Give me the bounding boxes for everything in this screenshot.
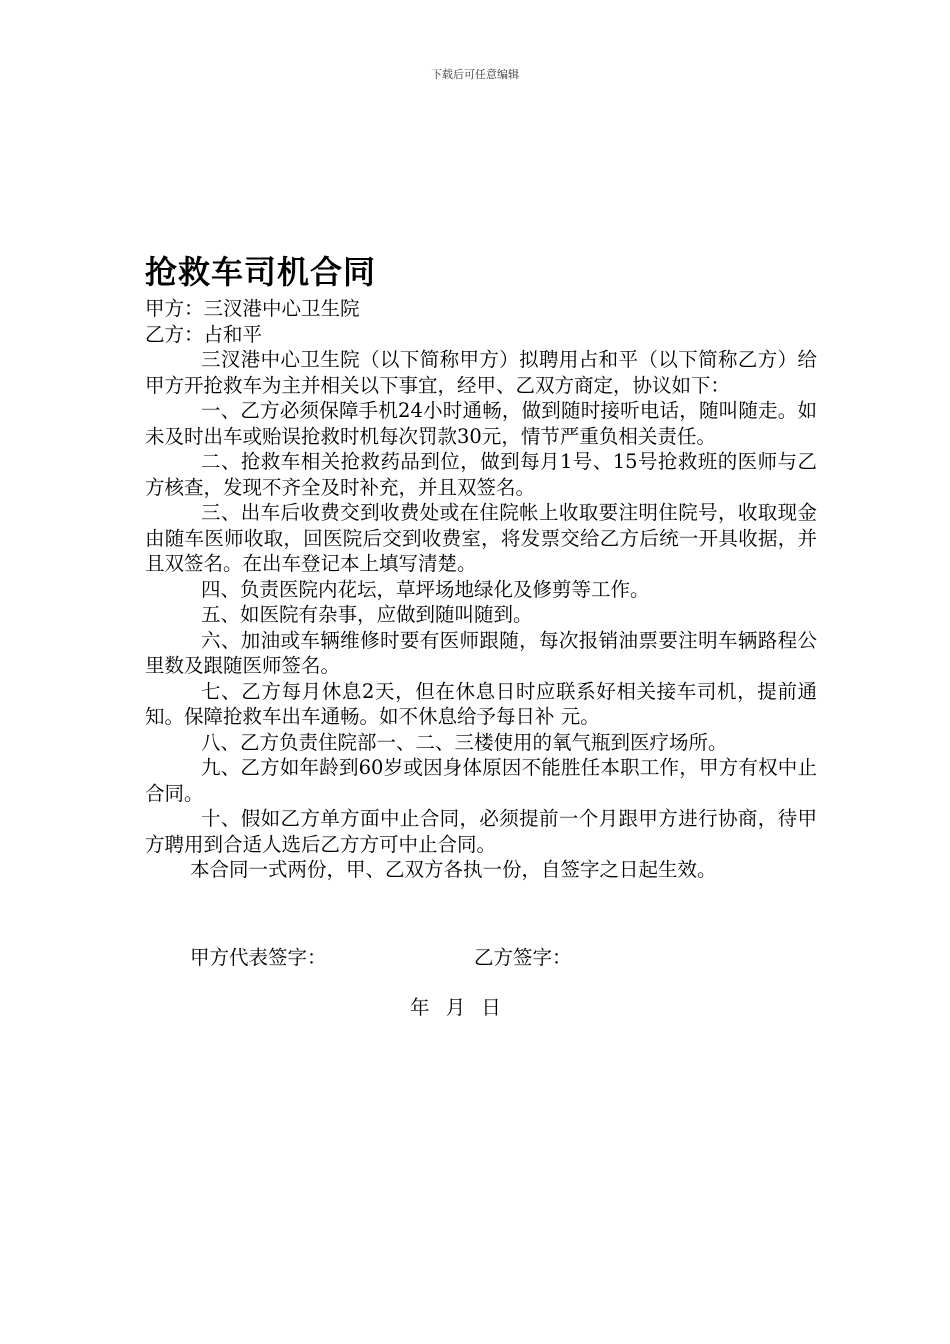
date-line: 年 月 日 [410, 996, 501, 1019]
clause-8: 八、乙方负责住院部一、二、三楼使用的氧气瓶到医疗场所。 [201, 730, 728, 754]
clause-10: 十、假如乙方单方面中止合同，必须提前一个月跟甲方进行协商，待甲方聘用到合适人选后乙方方可中止合同。 [145, 807, 817, 856]
header-note: 下载后可任意编辑 [431, 68, 519, 81]
clause-7: 七、乙方每月休息2天，但在休息日时应联系好相关接车司机，提前通知。保障抢救车出车通畅。如不休息给予每日补 元。 [145, 679, 817, 728]
clause-3: 三、出车后收费交到收费处或在住院帐上收取要注明住院号，收取现金由随车医师收取，回医院后交到收费室，将发票交给乙方后统一开具收据，并且双签名。在出车登记本上填写清楚。 [145, 501, 817, 575]
clause-9: 九、乙方如年龄到60岁或因身体原因不能胜任本职工作，甲方有权中止合同。 [145, 756, 817, 805]
document-title: 抢救车司机合同 [145, 253, 377, 291]
clause-1: 一、乙方必须保障手机24小时通畅，做到随时接听电话，随叫随走。如未及时出车或贻误抢救时机每次罚款30元，情节严重负相关责任。 [145, 399, 817, 448]
signature-party-b: 乙方签字： [474, 946, 572, 969]
intro-paragraph: 三汊港中心卫生院（以下简称甲方）拟聘用占和平（以下简称乙方）给甲方开抢救车为主并相关以下事宜，经甲、乙双方商定，协议如下： [145, 348, 817, 397]
closing-statement: 本合同一式两份，甲、乙双方各执一份，自签字之日起生效。 [190, 858, 717, 881]
clause-5: 五、如医院有杂事，应做到随叫随到。 [201, 603, 533, 626]
party-a: 甲方：三汊港中心卫生院 [145, 297, 360, 320]
signature-party-a: 甲方代表签字： [190, 946, 327, 969]
clause-2: 二、抢救车相关抢救药品到位，做到每月1号、15号抢救班的医师与乙方核查，发现不齐全及时补充，并且双签名。 [145, 450, 817, 499]
clause-4: 四、负责医院内花坛，草坪场地绿化及修剪等工作。 [201, 577, 650, 601]
clause-6: 六、加油或车辆维修时要有医师跟随，每次报销油票要注明车辆路程公里数及跟随医师签名。 [145, 628, 817, 677]
party-b: 乙方：占和平 [145, 322, 263, 346]
contract-body [145, 250, 817, 883]
